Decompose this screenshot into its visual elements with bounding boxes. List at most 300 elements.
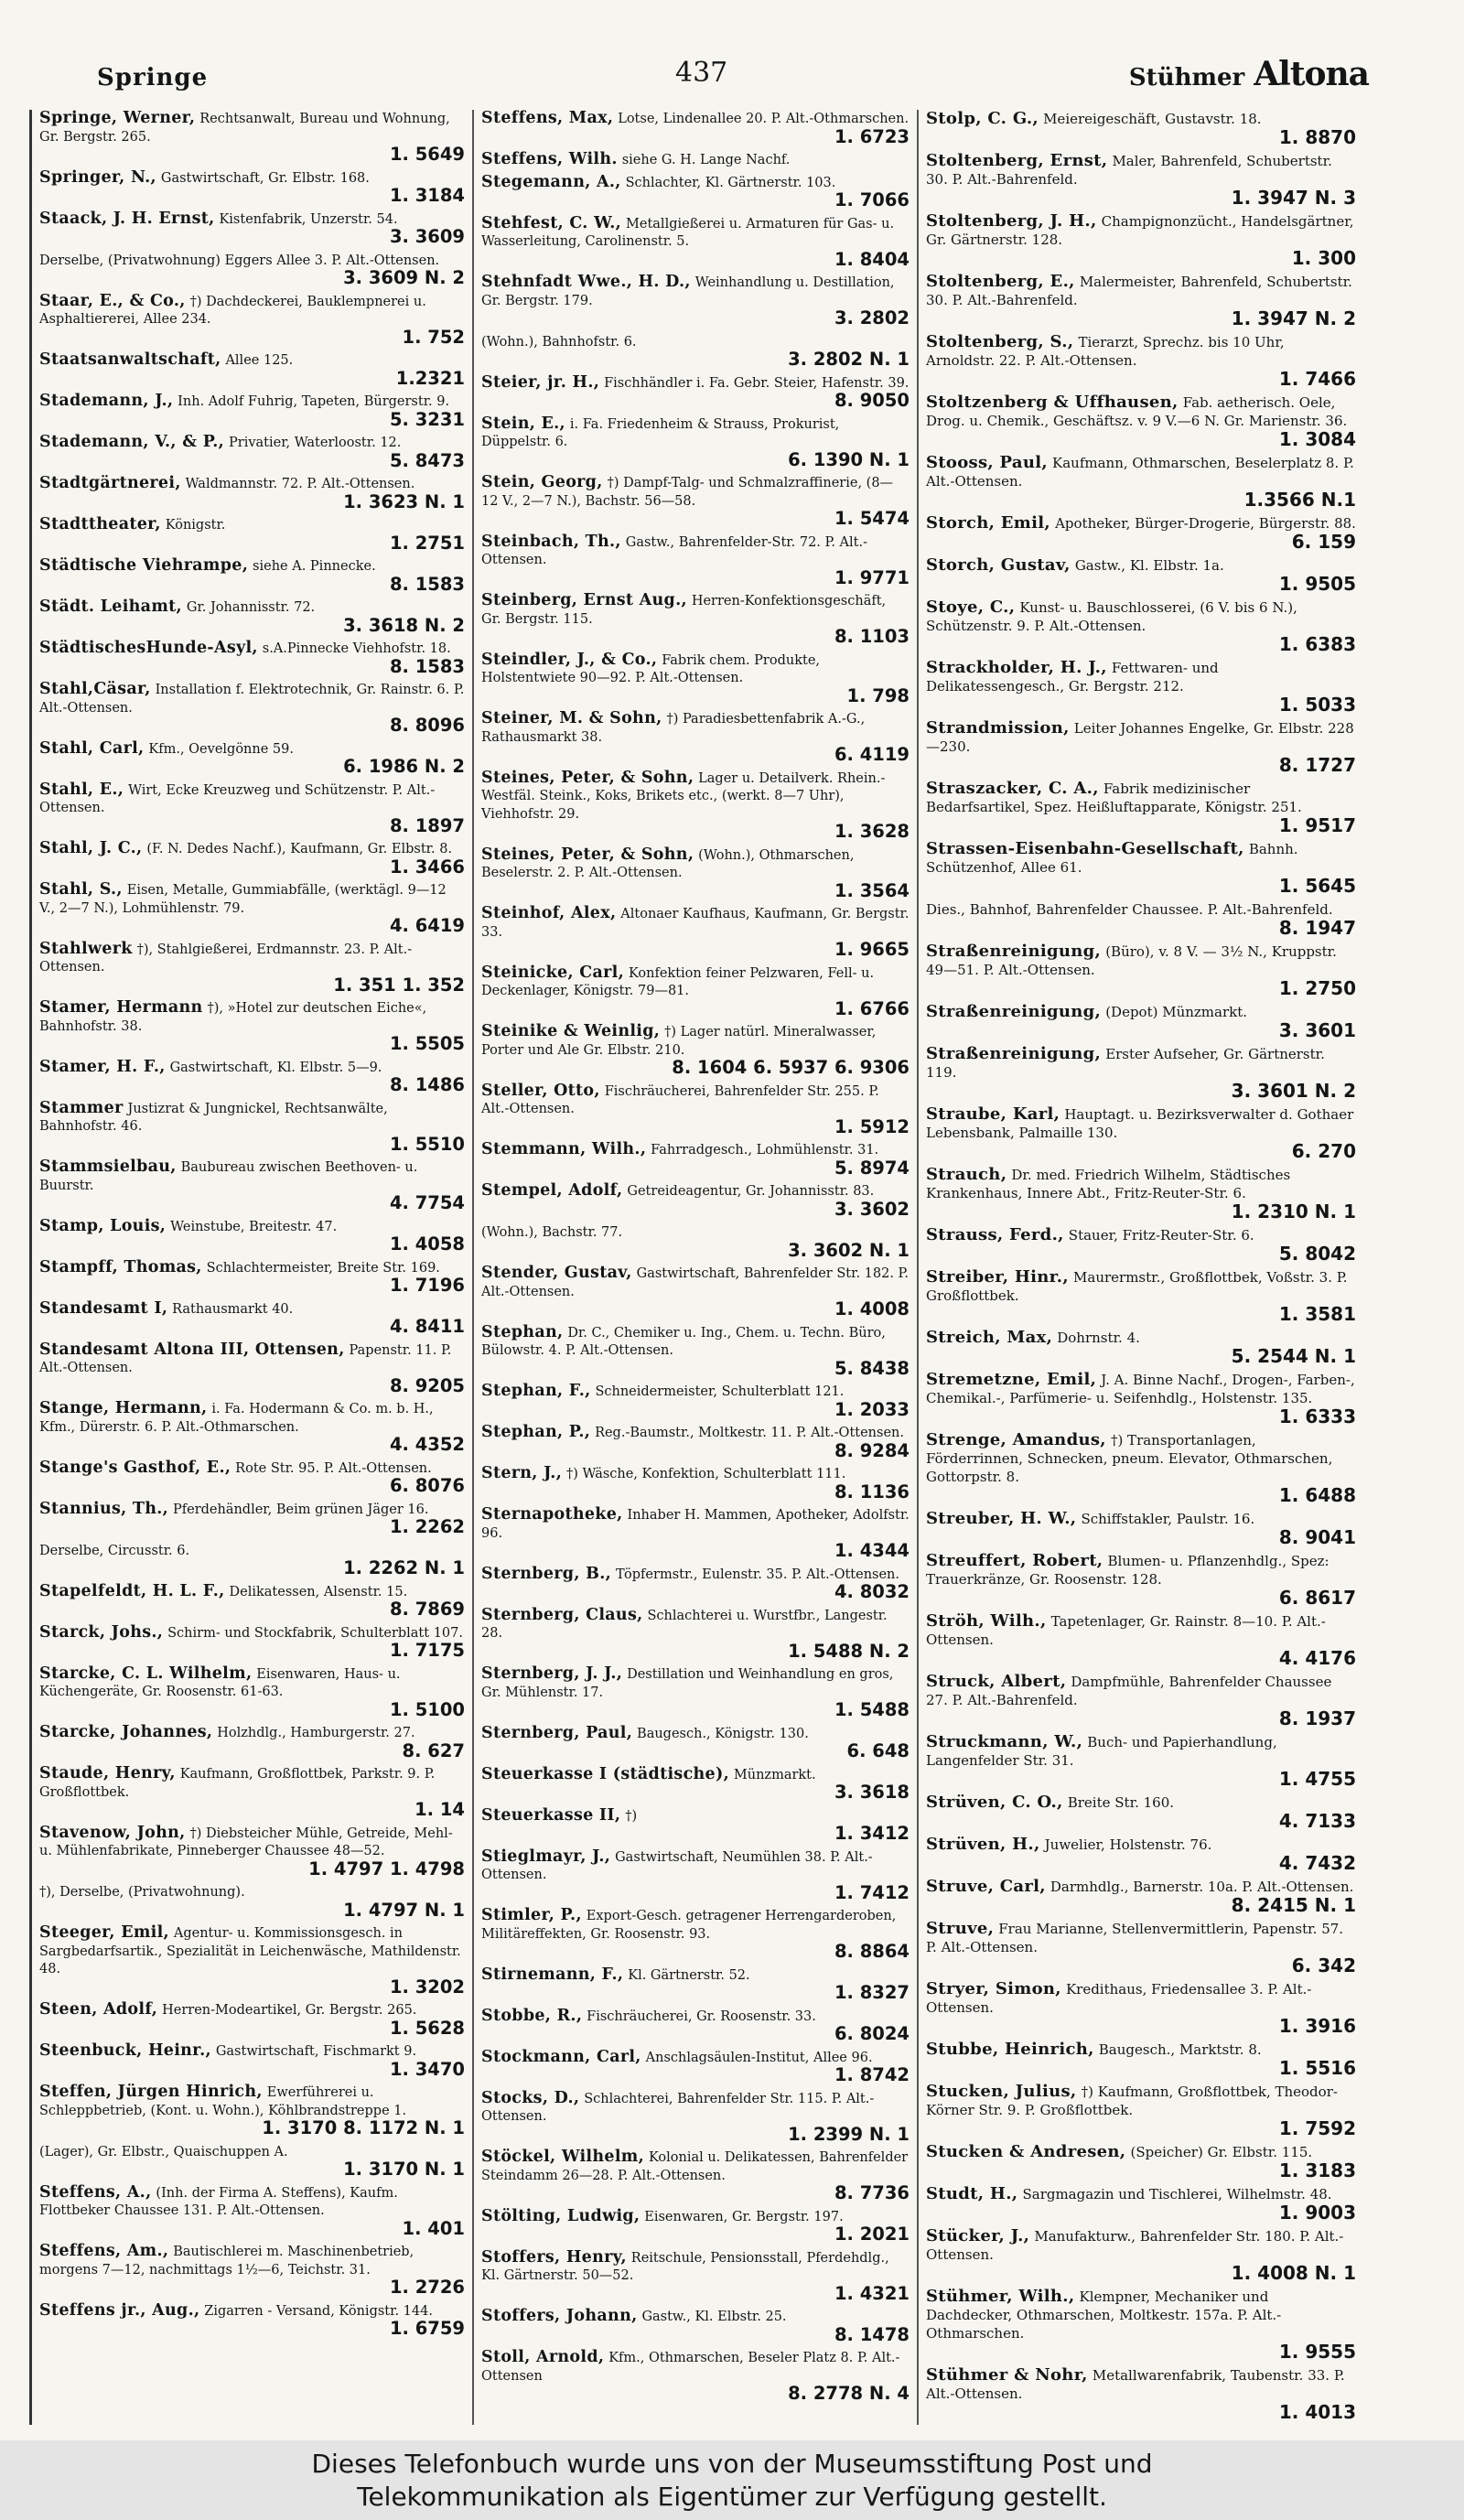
entry-name: Steffens, Wilh. — [481, 150, 618, 168]
directory-entry — [481, 415, 910, 470]
entry-phone-number: 1. 6759 — [389, 2318, 465, 2339]
directory-entry — [481, 110, 910, 146]
entry-details: i. Fa. Friedenheim & Strauss, Prokurist, Düppelstr. 6. — [481, 416, 840, 449]
entry-details: Gastw., Kl. Elbstr. 25. — [641, 2310, 787, 2324]
directory-entry — [481, 2090, 910, 2145]
entry-name: Stooss, Paul, — [926, 453, 1048, 472]
entry-details: Waldmannstr. 72. P. Alt.-Ottensen. — [185, 477, 415, 491]
entry-details: Blumen- u. Pflanzenhdlg., Spez: Trauerkränze, Gr. Roosenstr. 128. — [926, 1553, 1329, 1588]
entry-name: Stahl, S., — [39, 880, 123, 899]
entry-name: Steuerkasse I (städtische), — [481, 1764, 729, 1783]
footer-line-2: Telekommunikation als Eigentümer zur Verfügung gestellt. — [357, 2482, 1107, 2512]
entry-details: Anschlagsäulen-Institut, Allee 96. — [645, 2050, 873, 2065]
entry-name: Stoye, C., — [926, 598, 1016, 617]
entry-phone-number: 6. 342 — [1291, 1955, 1356, 1976]
directory-entry — [39, 393, 465, 429]
entry-name: Stoltenberg, Ernst, — [926, 151, 1108, 170]
header-city: Altona — [1254, 55, 1369, 93]
entry-details: s.A.Pinnecke Viehhofstr. 18. — [262, 641, 451, 656]
entry-details: Champignonzücht., Handelsgärtner, Gr. Gärtnerstr. 128. — [926, 213, 1354, 248]
entry-details: Herren-Modeartikel, Gr. Bergstr. 265. — [162, 2003, 417, 2018]
entry-details: Herren-Konfektionsgeschäft, Gr. Bergstr. 115. — [481, 594, 887, 627]
entry-phone-number: 1. 7412 — [834, 1881, 910, 1903]
entry-details: †) Paradiesbettenfabrik A.-G., Rathausmarkt 38. — [481, 712, 866, 745]
entry-phone-number: 1. 2750 — [1278, 977, 1356, 999]
directory-entry — [481, 770, 910, 842]
entry-details: Fabrik medizinischer Bedarfsartikel, Spez. Heißluftapparate, Königstr. 251. — [926, 781, 1302, 815]
directory-entry — [481, 846, 910, 901]
entry-phone-number: 1. 3470 — [389, 2058, 465, 2080]
entry-name: Stephan, P., — [481, 1423, 591, 1441]
directory-entry — [39, 2243, 465, 2298]
directory-entry — [39, 2184, 465, 2239]
entry-phone-number: 5. 8473 — [389, 449, 465, 471]
entry-phone-number: 1. 4321 — [834, 2282, 910, 2304]
entry-name: Stampff, Thomas, — [39, 1257, 202, 1276]
entry-name: Stehfest, C. W., — [481, 213, 622, 232]
directory-entry — [481, 2148, 910, 2203]
directory-entry — [481, 592, 910, 647]
directory-entry — [39, 351, 465, 388]
directory-entry — [39, 1501, 465, 1537]
directory-entry — [39, 210, 465, 247]
entry-phone-number: 3. 3602 — [834, 1198, 910, 1220]
entry-phone-number: 8. 1604 6. 5937 6. 9306 — [672, 1057, 910, 1078]
entry-phone-number: 1. 5488 — [834, 1699, 910, 1720]
entry-details: Weinstube, Breitestr. 47. — [170, 1219, 338, 1234]
entry-phone-number: 8. 7869 — [389, 1599, 465, 1620]
entry-details: Lotse, Lindenallee 20. P. Alt.-Othmarschen. — [618, 112, 910, 126]
directory-entry — [481, 1141, 910, 1178]
entry-details: Rote Str. 95. P. Alt.-Ottensen. — [235, 1460, 432, 1476]
directory-entry — [926, 942, 1356, 998]
directory-entry — [481, 1023, 910, 1078]
entry-phone-number: 1. 3202 — [389, 1976, 465, 1998]
entry-phone-number: 1. 2262 N. 1 — [343, 1557, 465, 1578]
entry-name: Sternberg, J. J., — [481, 1664, 623, 1683]
entry-details: Metallgießerei u. Armaturen für Gas- u. Wasserleitung, Carolinenstr. 5. — [481, 216, 895, 249]
entry-name: Stamer, Hermann — [39, 998, 203, 1017]
entry-details: Buch- und Papierhandlung, Langenfelder Str. 31. — [926, 1734, 1277, 1769]
entry-name: Stahl, J. C., — [39, 839, 143, 857]
entry-phone-number: 4. 7754 — [389, 1192, 465, 1213]
entry-details: Apotheker, Bürger-Drogerie, Bürgerstr. 88. — [1055, 515, 1356, 532]
directory-entry — [926, 454, 1356, 510]
directory-entry — [39, 1158, 465, 1213]
entry-name: Strauss, Ferd., — [926, 1225, 1064, 1244]
entry-phone-number: 8. 8096 — [389, 715, 465, 736]
entry-name: Stahl,Cäsar, — [39, 680, 151, 698]
entry-details: Zigarren - Versand, Königstr. 144. — [204, 2303, 433, 2319]
entry-phone-number: 5. 8042 — [1278, 1243, 1356, 1265]
directory-entry — [39, 1459, 465, 1496]
entry-name: Streiber, Hinr., — [926, 1267, 1069, 1287]
entry-details: Inhaber H. Mammen, Apotheker, Adolfstr. 96. — [481, 1508, 910, 1541]
entry-name: Streuffert, Robert, — [926, 1551, 1103, 1570]
entry-phone-number: 1. 4008 — [834, 1298, 910, 1319]
entry-name: Steuerkasse II, — [481, 1805, 621, 1825]
entry-details: Kl. Gärtnerstr. 52. — [628, 1967, 750, 1983]
footer-line-1: Dieses Telefonbuch wurde uns von der Museumsstiftung Post und — [311, 2449, 1153, 2479]
entry-phone-number: 1. 5628 — [389, 2017, 465, 2039]
directory-entry — [39, 1924, 465, 1997]
directory-entry — [481, 1665, 910, 1720]
entry-phone-number: 3. 3618 N. 2 — [343, 614, 465, 636]
entry-details: Dr. C., Chemiker u. Ing., Chem. u. Techn. Büro, Bülowstr. 4. P. Alt.-Ottensen. — [481, 1325, 886, 1358]
directory-entry — [926, 1836, 1356, 1873]
entry-phone-number: 1. 4008 N. 1 — [1231, 2262, 1356, 2284]
entry-phone-number: 5. 3231 — [389, 408, 465, 430]
entry-details: Export-Gesch. getragener Herrengarderoben, Militäreffekten, Gr. Roosenstr. 93. — [481, 1909, 897, 1942]
entry-phone-number: 1. 3466 — [389, 856, 465, 878]
entry-phone-number: 1. 7066 — [834, 189, 910, 210]
page-header — [33, 48, 1369, 95]
directory-entry — [926, 1552, 1356, 1608]
entry-phone-number: 1. 2726 — [389, 2277, 465, 2298]
entry-details: Agentur- u. Kommissionsgesch. in Sargbedarfsartik., Spezialität in Leichenwäsche, Mathildenstr. 48. — [39, 1926, 461, 1976]
entry-details: Getreideagentur, Gr. Johannisstr. 83. — [627, 1184, 875, 1199]
entry-phone-number: 1. 4058 — [389, 1233, 465, 1255]
directory-entry — [926, 900, 1356, 938]
directory-entry — [926, 1612, 1356, 1668]
entry-name: Steffens, Am., — [39, 2242, 169, 2260]
entry-phone-number: 1. 8742 — [834, 2064, 910, 2085]
entry-details: (F. N. Dedes Nachf.), Kaufmann, Gr. Elbstr. 8. — [146, 842, 453, 856]
entry-phone-number: 1.2321 — [395, 367, 465, 389]
header-right-keyword: Stühmer — [1128, 64, 1245, 92]
directory-entry — [926, 1003, 1356, 1040]
entry-phone-number: 1.3566 N.1 — [1243, 489, 1356, 511]
entry-phone-number: 1. 8327 — [834, 1982, 910, 2003]
entry-name: Städt. Leihamt, — [39, 598, 182, 616]
column-2 — [474, 110, 919, 2425]
directory-entry — [39, 293, 465, 348]
entry-phone-number: 1. 3084 — [1278, 428, 1356, 450]
entry-name: Stoltenberg, J. H., — [926, 211, 1097, 231]
directory-entry — [926, 1166, 1356, 1222]
entry-name: Strüven, C. O., — [926, 1793, 1063, 1812]
entry-name: Stange's Gasthof, E., — [39, 1458, 231, 1477]
entry-name: Struck, Albert, — [926, 1672, 1067, 1691]
entry-phone-number: 8. 1583 — [389, 655, 465, 677]
entry-details: Dr. med. Friedrich Wilhelm, Städtisches Krankenhaus, Innere Abt., Fritz-Reuter-Str. 6. — [926, 1167, 1291, 1201]
directory-entry — [481, 1506, 910, 1561]
entry-name: Stoffers, Johann, — [481, 2307, 638, 2325]
entry-name: StädtischesHunde-Asyl, — [39, 639, 258, 657]
entry-name: Stoltenberg, E., — [926, 272, 1075, 291]
entry-name: Straszacker, C. A., — [926, 779, 1099, 798]
entry-details: Rechtsanwalt, Bureau und Wohnung, Gr. Bergstr. 265. — [39, 112, 450, 145]
entry-name: Städtische Viehrampe, — [39, 556, 249, 575]
directory-entry — [39, 840, 465, 877]
entry-name: Springer, N., — [39, 167, 156, 187]
entry-name: Stucken, Julius, — [926, 2082, 1077, 2101]
entry-phone-number: 1. 3412 — [834, 1823, 910, 1844]
directory-entry — [926, 2083, 1356, 2138]
entry-details: Tierarzt, Sprechz. bis 10 Uhr, Arnoldstr. 22. P. Alt.-Ottensen. — [926, 334, 1285, 369]
entry-name: Stoltzenberg & Uffhausen, — [926, 393, 1179, 412]
entry-name: Steinike & Weinlig, — [481, 1022, 661, 1040]
entry-details: Inh. Adolf Fuhrig, Tapeten, Bürgerstr. 9. — [178, 394, 450, 409]
entry-name: Sternberg, Claus, — [481, 1605, 643, 1624]
entry-phone-number: 1. 9665 — [834, 939, 910, 960]
directory-entry — [39, 2042, 465, 2079]
entry-phone-number: 1. 4797 N. 1 — [343, 1899, 465, 1921]
entry-details: Gastwirtschaft, Gr. Elbstr. 168. — [160, 170, 370, 186]
entry-details: Erster Aufseher, Gr. Gärtnerstr. 119. — [926, 1046, 1325, 1081]
entry-name: Starck, Johs., — [39, 1622, 164, 1642]
entry-phone-number: 1. 351 1. 352 — [333, 974, 465, 996]
entry-details: Dies., Bahnhof, Bahrenfelder Chaussee. P. Alt.-Bahrenfeld. — [926, 901, 1333, 918]
directory-entry — [39, 2143, 465, 2180]
entry-name: Sternberg, B., — [481, 1564, 611, 1583]
directory-entry — [481, 652, 910, 706]
entry-phone-number: 6. 8024 — [834, 2023, 910, 2044]
entry-details: Installation f. Elektrotechnik, Gr. Rainstr. 6. P. Alt.-Ottensen. — [39, 683, 465, 716]
entry-name: Steffens, Max, — [481, 110, 614, 127]
directory-entry — [39, 1883, 465, 1920]
directory-entry — [926, 1431, 1356, 1505]
entry-name: Stoltenberg, S., — [926, 332, 1074, 351]
entry-details: Schiffstakler, Paulstr. 16. — [1081, 1511, 1255, 1527]
entry-details: Gastwirtschaft, Fischmarkt 9. — [215, 2044, 417, 2059]
entry-name: Strandmission, — [926, 718, 1070, 738]
directory-entry — [481, 1424, 910, 1460]
directory-entry — [481, 1182, 910, 1219]
directory-entry — [926, 1045, 1356, 1101]
directory-entry — [39, 1059, 465, 1095]
directory-entry — [481, 374, 910, 411]
entry-phone-number: 1. 3947 N. 2 — [1231, 307, 1356, 329]
entry-name: Steinbach, Th., — [481, 532, 621, 551]
entry-name: Strauch, — [926, 1165, 1007, 1184]
directory-entry — [39, 881, 465, 936]
entry-phone-number: 8. 1486 — [389, 1074, 465, 1095]
entry-details: Königstr. — [165, 518, 226, 533]
entry-details: Fischräucherei, Gr. Roosenstr. 33. — [587, 2008, 816, 2024]
directory-entry — [481, 2249, 910, 2304]
directory-entry — [39, 169, 465, 206]
directory-entry — [926, 1673, 1356, 1728]
directory-entry — [481, 1725, 910, 1761]
directory-entry — [926, 1920, 1356, 1976]
entry-phone-number: 1. 3170 N. 1 — [343, 2159, 465, 2180]
directory-entry — [926, 2185, 1356, 2223]
entry-name: Stieglmayr, J., — [481, 1847, 611, 1866]
entry-phone-number: 8. 2778 N. 4 — [788, 2383, 910, 2404]
entry-name: Steffen, Jürgen Hinrich, — [39, 2083, 263, 2101]
entry-name: Stammer — [39, 1098, 124, 1117]
entry-phone-number: 3. 3618 — [834, 1782, 910, 1803]
entry-details: Derselbe, (Privatwohnung) Eggers Allee 3. P. Alt.-Ottensen. — [39, 253, 440, 268]
directory-entry — [926, 2041, 1356, 2078]
directory-entry — [481, 1265, 910, 1319]
entry-phone-number: 1. 2399 N. 1 — [788, 2123, 910, 2145]
directory-entry — [39, 598, 465, 635]
entry-phone-number: 4. 4176 — [1278, 1647, 1356, 1669]
entry-details: Kfm., Othmarschen, Beseler Platz 8. P. Alt.-Ottensen — [481, 2351, 900, 2384]
entry-details: Münzmarkt. — [733, 1767, 816, 1782]
entry-phone-number: 1. 5510 — [389, 1133, 465, 1155]
entry-name: Stammsielbau, — [39, 1158, 177, 1176]
column-3 — [919, 110, 1363, 2425]
entry-phone-number: 1. 5912 — [834, 1115, 910, 1137]
entry-details: (Lager), Gr. Elbstr., Quaischuppen A. — [39, 2144, 288, 2159]
directory-entry — [481, 2008, 910, 2044]
directory-entry — [481, 1907, 910, 1962]
entry-details: Schirm- und Stockfabrik, Schulterblatt 107. — [167, 1625, 463, 1641]
entry-phone-number: 8. 8864 — [834, 1941, 910, 1962]
entry-details: (Wohn.), Bahnhofstr. 6. — [481, 334, 637, 350]
directory-entry — [926, 1329, 1356, 1366]
entry-details: Fab. aetherisch. Oele, Drog. u. Chemik., Geschäftsz. v. 9 V.—6 N. Gr. Marienstr. 36. — [926, 394, 1348, 429]
directory-entry — [39, 681, 465, 736]
directory-entry — [39, 781, 465, 836]
entry-details: †) — [625, 1808, 638, 1824]
entry-name: Stimler, P., — [481, 1906, 582, 1924]
entry-details: Leiter Johannes Engelke, Gr. Elbstr. 228—230. — [926, 720, 1354, 755]
entry-details: Maler, Bahrenfeld, Schubertstr. 30. P. Alt.-Bahrenfeld. — [926, 153, 1332, 188]
directory-entry — [39, 1624, 465, 1661]
entry-details: (Speicher) Gr. Elbstr. 115. — [1130, 2144, 1313, 2160]
entry-phone-number: 1. 3581 — [1278, 1303, 1356, 1325]
entry-name: Steinhof, Alex, — [481, 904, 617, 922]
entry-details: Eisenwaren, Haus- u. Küchengeräte, Gr. Roosenstr. 61-63. — [39, 1666, 401, 1699]
entry-name: Studt, H., — [926, 2184, 1018, 2203]
entry-details: Maurermstr., Großflottbek, Voßstr. 3. P. Großflottbek. — [926, 1269, 1348, 1304]
entry-phone-number: 1. 6723 — [834, 125, 910, 147]
entry-phone-number: 3. 2802 N. 1 — [788, 349, 910, 370]
directory-entry — [481, 215, 910, 270]
entry-details: Baugesch., Königstr. 130. — [637, 1726, 809, 1741]
entry-details: siehe A. Pinnecke. — [253, 559, 376, 574]
entry-name: Starcke, Johannes, — [39, 1723, 213, 1741]
entry-name: Stryer, Simon, — [926, 1979, 1061, 1998]
entry-details: Bahnh. Schützenhof, Allee 61. — [926, 841, 1298, 876]
entry-phone-number: 1. 6333 — [1278, 1405, 1356, 1427]
entry-phone-number: 1. 7196 — [389, 1275, 465, 1296]
entry-name: Stademann, J., — [39, 392, 174, 410]
directory-entry — [481, 1082, 910, 1137]
entry-details: Lager u. Detailverk. Rhein.-Westfäl. Steink., Koks, Brikets etc., (werkt. 8—7 Uhr), Viehhofstr. 29. — [481, 770, 886, 822]
entry-details: Gastw., Bahrenfelder-Str. 72. P. Alt.-Ottensen. — [481, 534, 867, 567]
directory-entry — [926, 1793, 1356, 1831]
entry-details: Destillation und Weinhandlung en gros, Gr. Mühlenstr. 17. — [481, 1667, 894, 1700]
entry-name: Storch, Gustav, — [926, 555, 1071, 575]
entry-name: Stahlwerk — [39, 939, 133, 958]
entry-phone-number: 8. 1583 — [389, 573, 465, 595]
directory-entry — [481, 710, 910, 765]
entry-details: Fahrradgesch., Lohmühlenstr. 31. — [651, 1143, 879, 1158]
directory-entry — [926, 2288, 1356, 2362]
entry-name: Straßenreinigung, — [926, 942, 1102, 961]
directory-entry — [39, 2302, 465, 2339]
entry-phone-number: 1. 9771 — [834, 566, 910, 588]
directory-entry — [481, 151, 910, 169]
directory-entry — [39, 475, 465, 512]
entry-phone-number: 8. 1897 — [389, 814, 465, 836]
directory-entry — [481, 333, 910, 370]
directory-entry — [926, 840, 1356, 896]
directory-entry — [926, 2366, 1356, 2422]
entry-details: Fabrik chem. Produkte, Holstentwiete 90—92. P. Alt.-Ottensen. — [481, 652, 821, 685]
entry-name: Strüven, H., — [926, 1835, 1040, 1854]
entry-details: Eisen, Metalle, Gummiabfälle, (werktägl. 9—12 V., 2—7 N.), Lohmühlenstr. 79. — [39, 883, 447, 916]
entry-phone-number: 4. 8411 — [389, 1316, 465, 1337]
entry-details: Schlachtermeister, Breite Str. 169. — [206, 1260, 440, 1276]
entry-phone-number: 1. 4013 — [1278, 2401, 1356, 2423]
entry-phone-number: 1. 5474 — [834, 508, 910, 529]
entry-name: Stemmann, Wilh., — [481, 1140, 647, 1158]
directory-entry — [39, 434, 465, 470]
entry-name: Stegemann, A., — [481, 172, 621, 191]
entry-phone-number: 8. 7736 — [834, 2182, 910, 2203]
directory-entry — [926, 719, 1356, 775]
entry-details: Delikatessen, Alsenstr. 15. — [229, 1584, 408, 1599]
entry-phone-number: 1. 3947 N. 3 — [1231, 187, 1356, 209]
entry-details: †), Stahlgießerei, Erdmannstr. 23. P. Alt.-Ottensen. — [39, 942, 413, 975]
entry-phone-number: 1. 2310 N. 1 — [1231, 1201, 1356, 1222]
entry-name: Streuber, H. W., — [926, 1509, 1077, 1528]
directory-entry — [39, 1259, 465, 1296]
entry-name: Staatsanwaltschaft, — [39, 350, 221, 369]
entry-phone-number: 1. 5100 — [389, 1698, 465, 1720]
entry-details: Kistenfabrik, Unzerstr. 54. — [219, 211, 398, 227]
entry-name: Stölting, Ludwig, — [481, 2206, 640, 2225]
directory-entry — [481, 1966, 910, 2003]
entry-name: Steeger, Emil, — [39, 1923, 169, 1942]
entry-phone-number: 6. 8617 — [1278, 1587, 1356, 1609]
directory-entry — [481, 2308, 910, 2344]
entry-phone-number: 3. 2802 — [834, 307, 910, 328]
entry-name: Stadtgärtnerei, — [39, 474, 181, 492]
entry-name: Stühmer, Wilh., — [926, 2287, 1075, 2306]
entry-details: Töpfermstr., Eulenstr. 35. P. Alt.-Ottensen. — [615, 1567, 900, 1582]
entry-details: Bautischlerei m. Maschinenbetrieb, morgens 7—12, nachmittags 1½—6, Teichstr. 31. — [39, 2245, 414, 2278]
directory-entry — [481, 1766, 910, 1803]
entry-name: Storch, Emil, — [926, 513, 1050, 533]
entry-details: Rathausmarkt 40. — [172, 1301, 294, 1317]
entry-phone-number: 1. 8404 — [834, 248, 910, 270]
entry-details: Wirt, Ecke Kreuzweg und Schützenstr. P. Alt.-Ottensen. — [39, 782, 436, 815]
directory-entry — [926, 1371, 1356, 1427]
entry-name: Steines, Peter, & Sohn, — [481, 768, 694, 787]
entry-name: Steinicke, Carl, — [481, 963, 625, 982]
entry-details: Justizrat & Jungnickel, Rechtsanwälte, Bahnhofstr. 46. — [39, 1101, 388, 1134]
entry-details: Stauer, Fritz-Reuter-Str. 6. — [1068, 1227, 1254, 1244]
entry-details: Konfektion feiner Pelzwaren, Fell- u. Deckenlager, Königstr. 79—81. — [481, 965, 875, 998]
entry-details: i. Fa. Hodermann & Co. m. b. H., Kfm., Dürerstr. 6. P. Alt.-Othmarschen. — [39, 1402, 434, 1435]
entry-details: Kredithaus, Friedensallee 3. P. Alt.-Ottensen. — [926, 1981, 1312, 2016]
entry-name: Staack, J. H. Ernst, — [39, 209, 215, 228]
entry-details: Holzhdlg., Hamburgerstr. 27. — [217, 1726, 415, 1740]
entry-phone-number: 1. 3184 — [389, 185, 465, 206]
entry-phone-number: 8. 1103 — [834, 626, 910, 647]
entry-name: Straßenreinigung, — [926, 1044, 1102, 1063]
entry-name: Staude, Henry, — [39, 1764, 176, 1782]
directory-entry — [481, 1324, 910, 1379]
entry-details: Reg.-Baumstr., Moltkestr. 11. P. Alt.-Ottensen. — [595, 1426, 904, 1440]
entry-details: Fischräucherei, Bahrenfelder Str. 255. P. Alt.-Ottensen. — [481, 1083, 879, 1116]
entry-name: Straube, Karl, — [926, 1104, 1060, 1124]
directory-entry — [481, 1465, 910, 1502]
entry-phone-number: 1. 9505 — [1278, 573, 1356, 595]
entry-phone-number: 1. 4797 1. 4798 — [308, 1858, 465, 1879]
entry-name: Stamp, Louis, — [39, 1216, 167, 1235]
entry-details: (Wohn.), Othmarschen, Beselerstr. 2. P. Alt.-Ottensen. — [481, 847, 855, 880]
entry-phone-number: 4. 6419 — [389, 915, 465, 936]
entry-details: siehe G. H. Lange Nachf. — [621, 153, 791, 167]
